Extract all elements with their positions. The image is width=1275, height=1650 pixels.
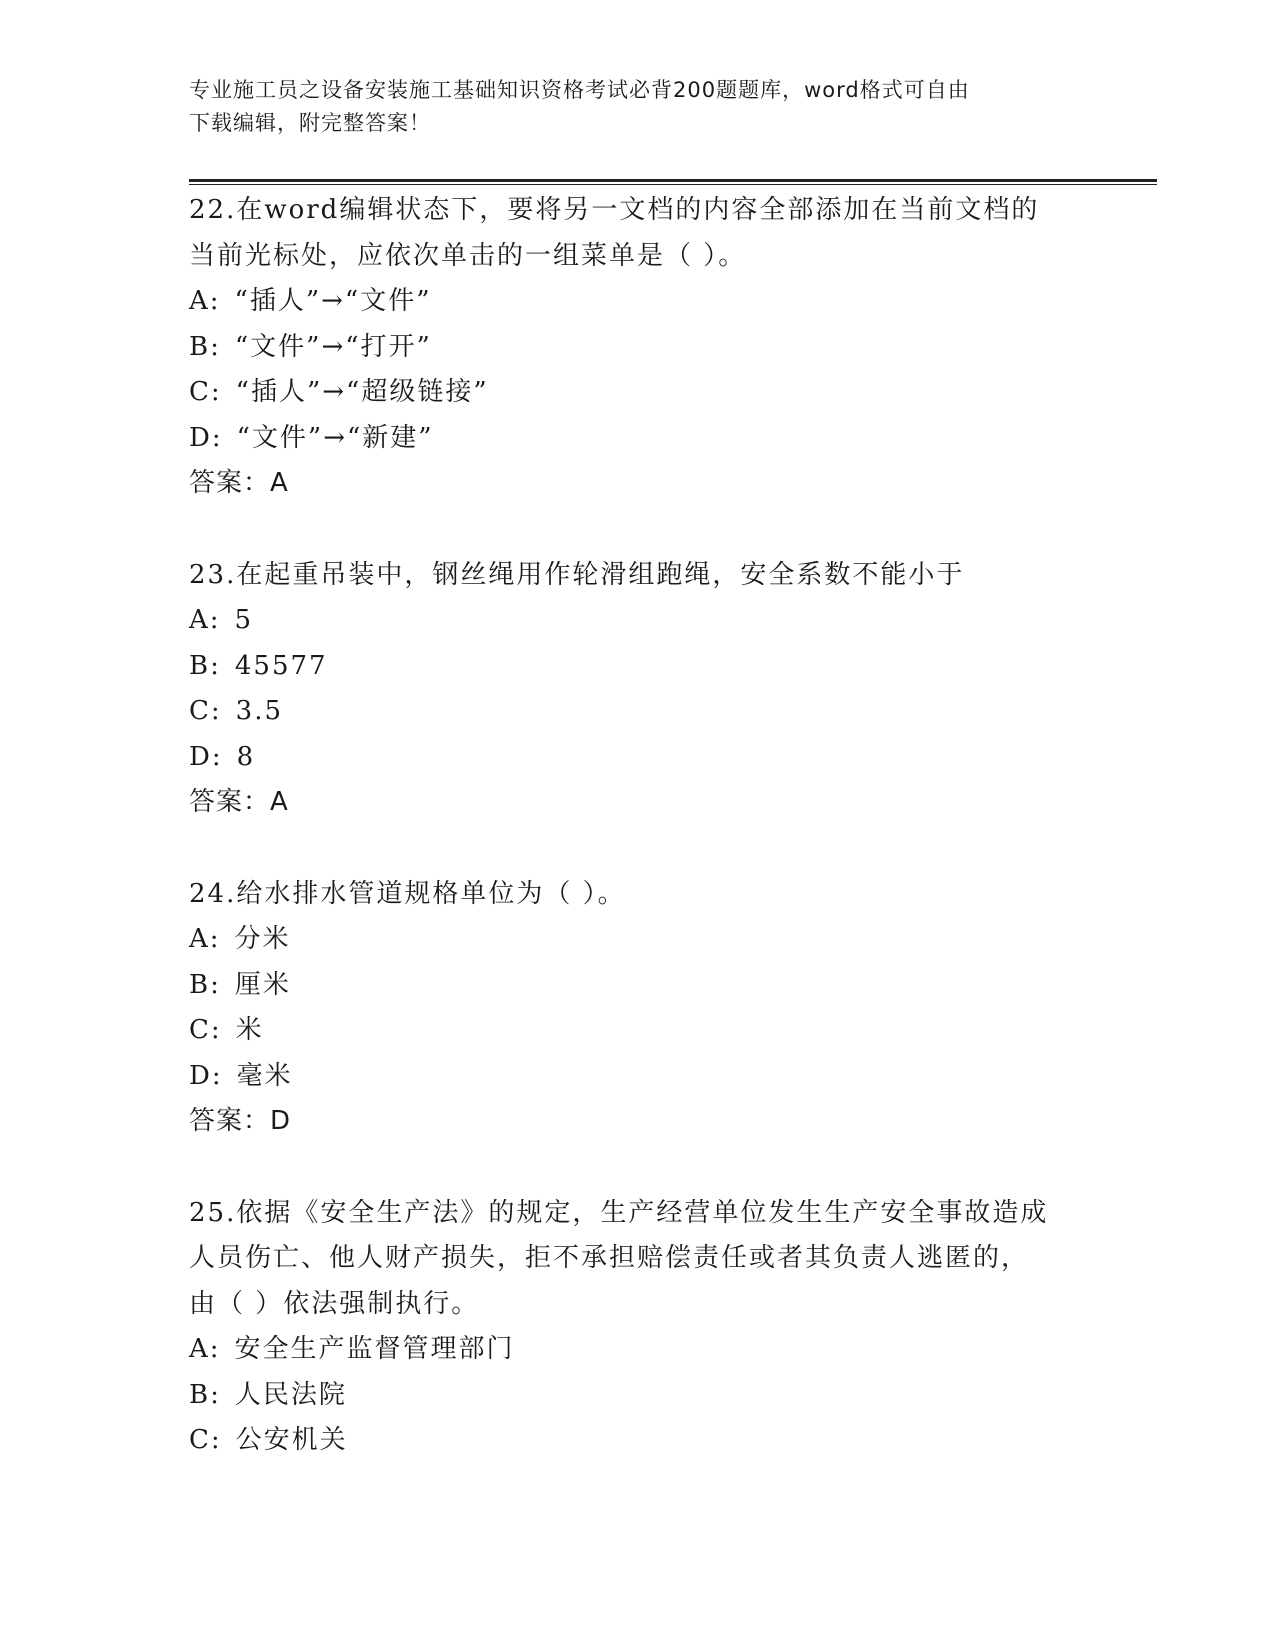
option-text: “插人”→“超级链接”: [235, 377, 489, 407]
option-a: [189, 917, 1089, 963]
option-label: C:: [189, 696, 222, 726]
option-d: [189, 735, 1089, 781]
option-label: B:: [189, 969, 221, 1000]
option-text: 厘米: [234, 969, 291, 1000]
option-text: 安全生产监督管理部门: [234, 1334, 515, 1364]
option-label: A:: [189, 1334, 221, 1364]
option-a: [189, 279, 1089, 325]
question-24: [189, 872, 1089, 1145]
option-label: C:: [189, 377, 222, 407]
answer-text: 答案：A: [189, 468, 289, 498]
option-text: 米: [235, 1015, 264, 1045]
option-a: [189, 598, 1089, 644]
option-label: D:: [189, 741, 223, 772]
header-divider-thick: [189, 179, 1157, 182]
option-text: 8: [236, 741, 256, 772]
question-text-line: 由（ ）依法强制执行。: [189, 1288, 480, 1319]
option-c: [189, 370, 1089, 416]
option-text: “文件”→“打开”: [234, 331, 432, 362]
option-label: C:: [189, 1425, 222, 1455]
option-label: A:: [189, 286, 221, 316]
question-23: [189, 553, 1089, 826]
option-label: B:: [189, 331, 221, 362]
option-label: A:: [189, 924, 221, 954]
question-text-line: 当前光标处，应依次单击的一组菜单是（ ）。: [189, 240, 747, 271]
question-text-line: 人员伤亡、他人财产损失，拒不承担赔偿责任或者其负责人逃匿的，: [189, 1243, 1030, 1273]
question-22: [189, 188, 1089, 507]
answer-text: 答案：D: [189, 1106, 292, 1136]
option-b: [189, 1373, 1089, 1419]
question-text-line: 23.在起重吊装中，钢丝绳用作轮滑组跑绳，安全系数不能小于: [189, 559, 965, 590]
header-divider-thin: [189, 184, 1157, 185]
option-label: C:: [189, 1015, 222, 1045]
option-b: [189, 325, 1089, 371]
question-text-line: 24.给水排水管道规格单位为（ ）。: [189, 878, 626, 909]
option-b: [189, 644, 1089, 690]
option-d: [189, 1054, 1089, 1100]
option-label: D:: [189, 1060, 223, 1091]
option-text: 公安机关: [235, 1425, 348, 1455]
option-text: 45577: [234, 650, 328, 681]
header-line-2: 下载编辑，附完整答案！: [189, 111, 431, 135]
option-c: [189, 1418, 1089, 1464]
option-b: [189, 963, 1089, 1009]
question-list: [189, 188, 1089, 1510]
option-label: A:: [189, 605, 221, 635]
option-text: 分米: [234, 924, 291, 954]
option-label: D:: [189, 422, 223, 453]
option-c: [189, 689, 1089, 735]
question-text-line: 25.依据《安全生产法》的规定，生产经营单位发生生产安全事故造成: [189, 1197, 1049, 1228]
option-d: [189, 416, 1089, 462]
question-25: [189, 1191, 1089, 1464]
option-text: 5: [234, 605, 254, 635]
answer-text: 答案：A: [189, 787, 289, 817]
question-text-line: 22.在word编辑状态下，要将另一文档的内容全部添加在当前文档的: [189, 195, 1040, 225]
option-label: B:: [189, 650, 221, 681]
header-line-1: 专业施工员之设备安装施工基础知识资格考试必背200题题库，word格式可自由: [189, 78, 970, 102]
option-text: 3.5: [235, 696, 284, 726]
document-header: [189, 74, 1089, 140]
option-text: “文件”→“新建”: [236, 422, 434, 453]
option-a: [189, 1327, 1089, 1373]
option-c: [189, 1008, 1089, 1054]
option-text: “插人”→“文件”: [234, 286, 432, 316]
option-text: 人民法院: [234, 1379, 347, 1410]
option-label: B:: [189, 1379, 221, 1410]
option-text: 毫米: [236, 1060, 293, 1091]
